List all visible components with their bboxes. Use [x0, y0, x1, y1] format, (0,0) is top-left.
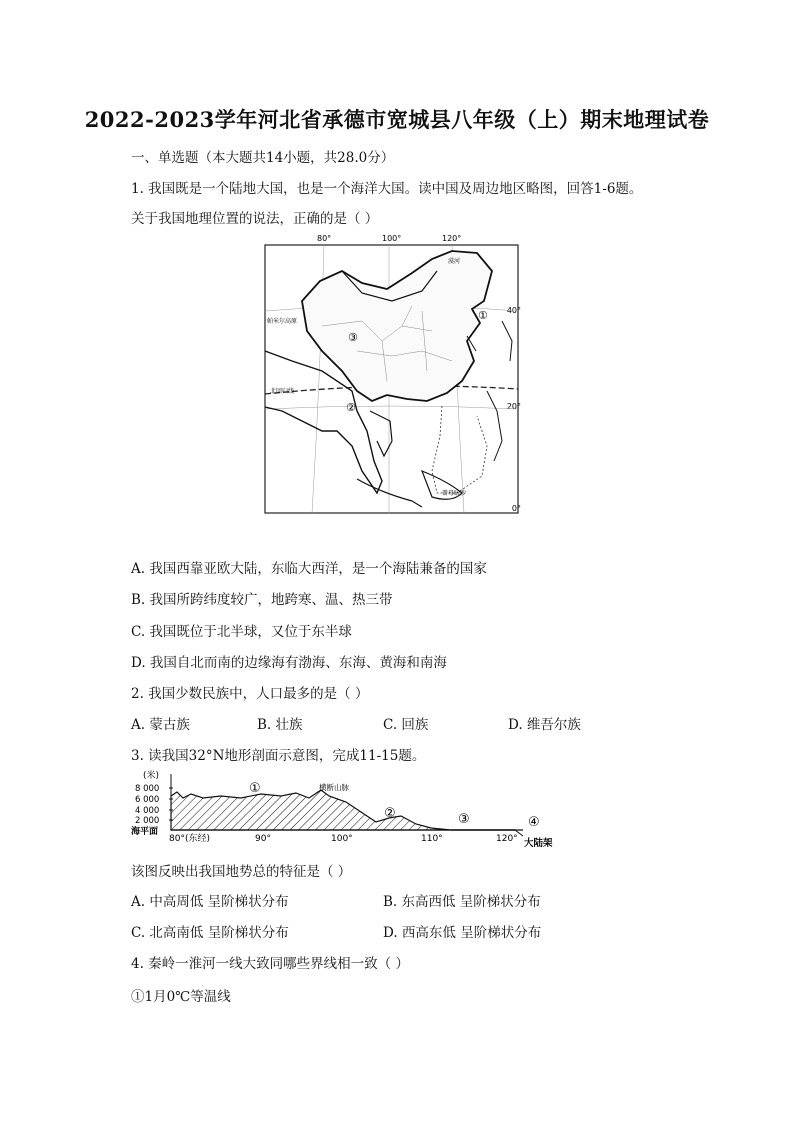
q3-sub: 该图反映出我国地势总的特征是（ ）	[131, 864, 352, 880]
map-place-mohe: 漠河	[448, 258, 461, 265]
profile-marker-3: ③	[458, 812, 470, 827]
profile-xtick: 110°	[421, 834, 443, 844]
profile-shelf-label: 大陆架	[524, 838, 553, 849]
profile-marker-1: ①	[249, 781, 261, 796]
map-lon-label: 120°	[442, 234, 462, 243]
profile-unit: (米)	[143, 771, 160, 781]
profile-marker-4: ④	[528, 815, 540, 830]
profile-marker-2: ②	[384, 806, 396, 821]
map-place-zengmu: 曾母暗沙	[442, 490, 467, 497]
page-title: 2022-2023学年河北省承德市宽城县八年级（上）期末地理试卷	[84, 107, 710, 132]
q2-option-a: A. 蒙古族	[131, 717, 190, 733]
q3-option-a: A. 中高周低 呈阶梯状分布	[131, 894, 289, 910]
q1-sub: 关于我国地理位置的说法，正确的是（ ）	[131, 211, 379, 227]
q2-stem: 2. 我国少数民族中，人口最多的是（ ）	[131, 686, 369, 702]
map-lon-label: 100°	[382, 234, 402, 243]
profile-mountain-label: 横断山脉	[319, 783, 349, 792]
q3-option-c: C. 北高南低 呈阶梯状分布	[131, 925, 289, 941]
q4-stem: 4. 秦岭一淮河一线大致同哪些界线相一致（ ）	[131, 956, 409, 972]
q1-option-b: B. 我国所跨纬度较广，地跨寒、温、热三带	[131, 592, 393, 608]
q3-option-b: B. 东高西低 呈阶梯状分布	[383, 894, 541, 910]
map-lon-label: 80°	[317, 234, 332, 243]
map-lat-label: 40°	[506, 306, 521, 315]
map-marker-2: ②	[346, 401, 356, 414]
q1-option-a: A. 我国西靠亚欧大陆，东临大西洋，是一个海陆兼备的国家	[131, 561, 487, 577]
profile-xtick: 120°	[496, 834, 518, 844]
profile-ytick: 2 000	[135, 816, 160, 826]
profile-ytick: 8 000	[135, 784, 160, 794]
map-place-pamir: 帕米尔高原	[267, 318, 298, 325]
q3-stem: 3. 读我国32°N地形剖面示意图，完成11-15题。	[131, 748, 426, 764]
terrain-profile	[131, 768, 571, 850]
profile-xtick: 90°	[255, 834, 271, 844]
map-lat-label: 0°	[511, 504, 521, 513]
profile-xtick: 80°(东经)	[169, 834, 210, 844]
q3-option-d: D. 西高东低 呈阶梯状分布	[383, 925, 542, 941]
profile-ytick: 4 000	[135, 806, 160, 816]
profile-ytick: 6 000	[135, 795, 160, 805]
q2-option-d: D. 维吾尔族	[508, 717, 581, 733]
map-lat-label: 20°	[506, 402, 521, 411]
profile-sea-level: 海平面	[131, 827, 159, 837]
q2-option-b: B. 壮族	[257, 717, 303, 733]
q4-item-1: ①1月0℃等温线	[131, 989, 231, 1005]
q1-stem: 1. 我国既是一个陆地大国，也是一个海洋大国。读中国及周边地区略图，回答1-6题。	[131, 181, 643, 197]
q1-option-c: C. 我国既位于北半球，又位于东半球	[131, 624, 352, 640]
profile-xtick: 100°	[331, 834, 353, 844]
q2-option-c: C. 回族	[383, 717, 429, 733]
map-marker-1: ①	[478, 309, 488, 322]
map-tropic-label: 北回归线	[270, 388, 295, 395]
map-marker-3: ③	[348, 331, 358, 344]
china-map	[262, 231, 522, 517]
q1-option-d: D. 我国自北而南的边缘海有渤海、东海、黄海和南海	[131, 655, 447, 671]
section-heading: 一、单选题（本大题共14小题，共28.0分）	[131, 150, 395, 166]
